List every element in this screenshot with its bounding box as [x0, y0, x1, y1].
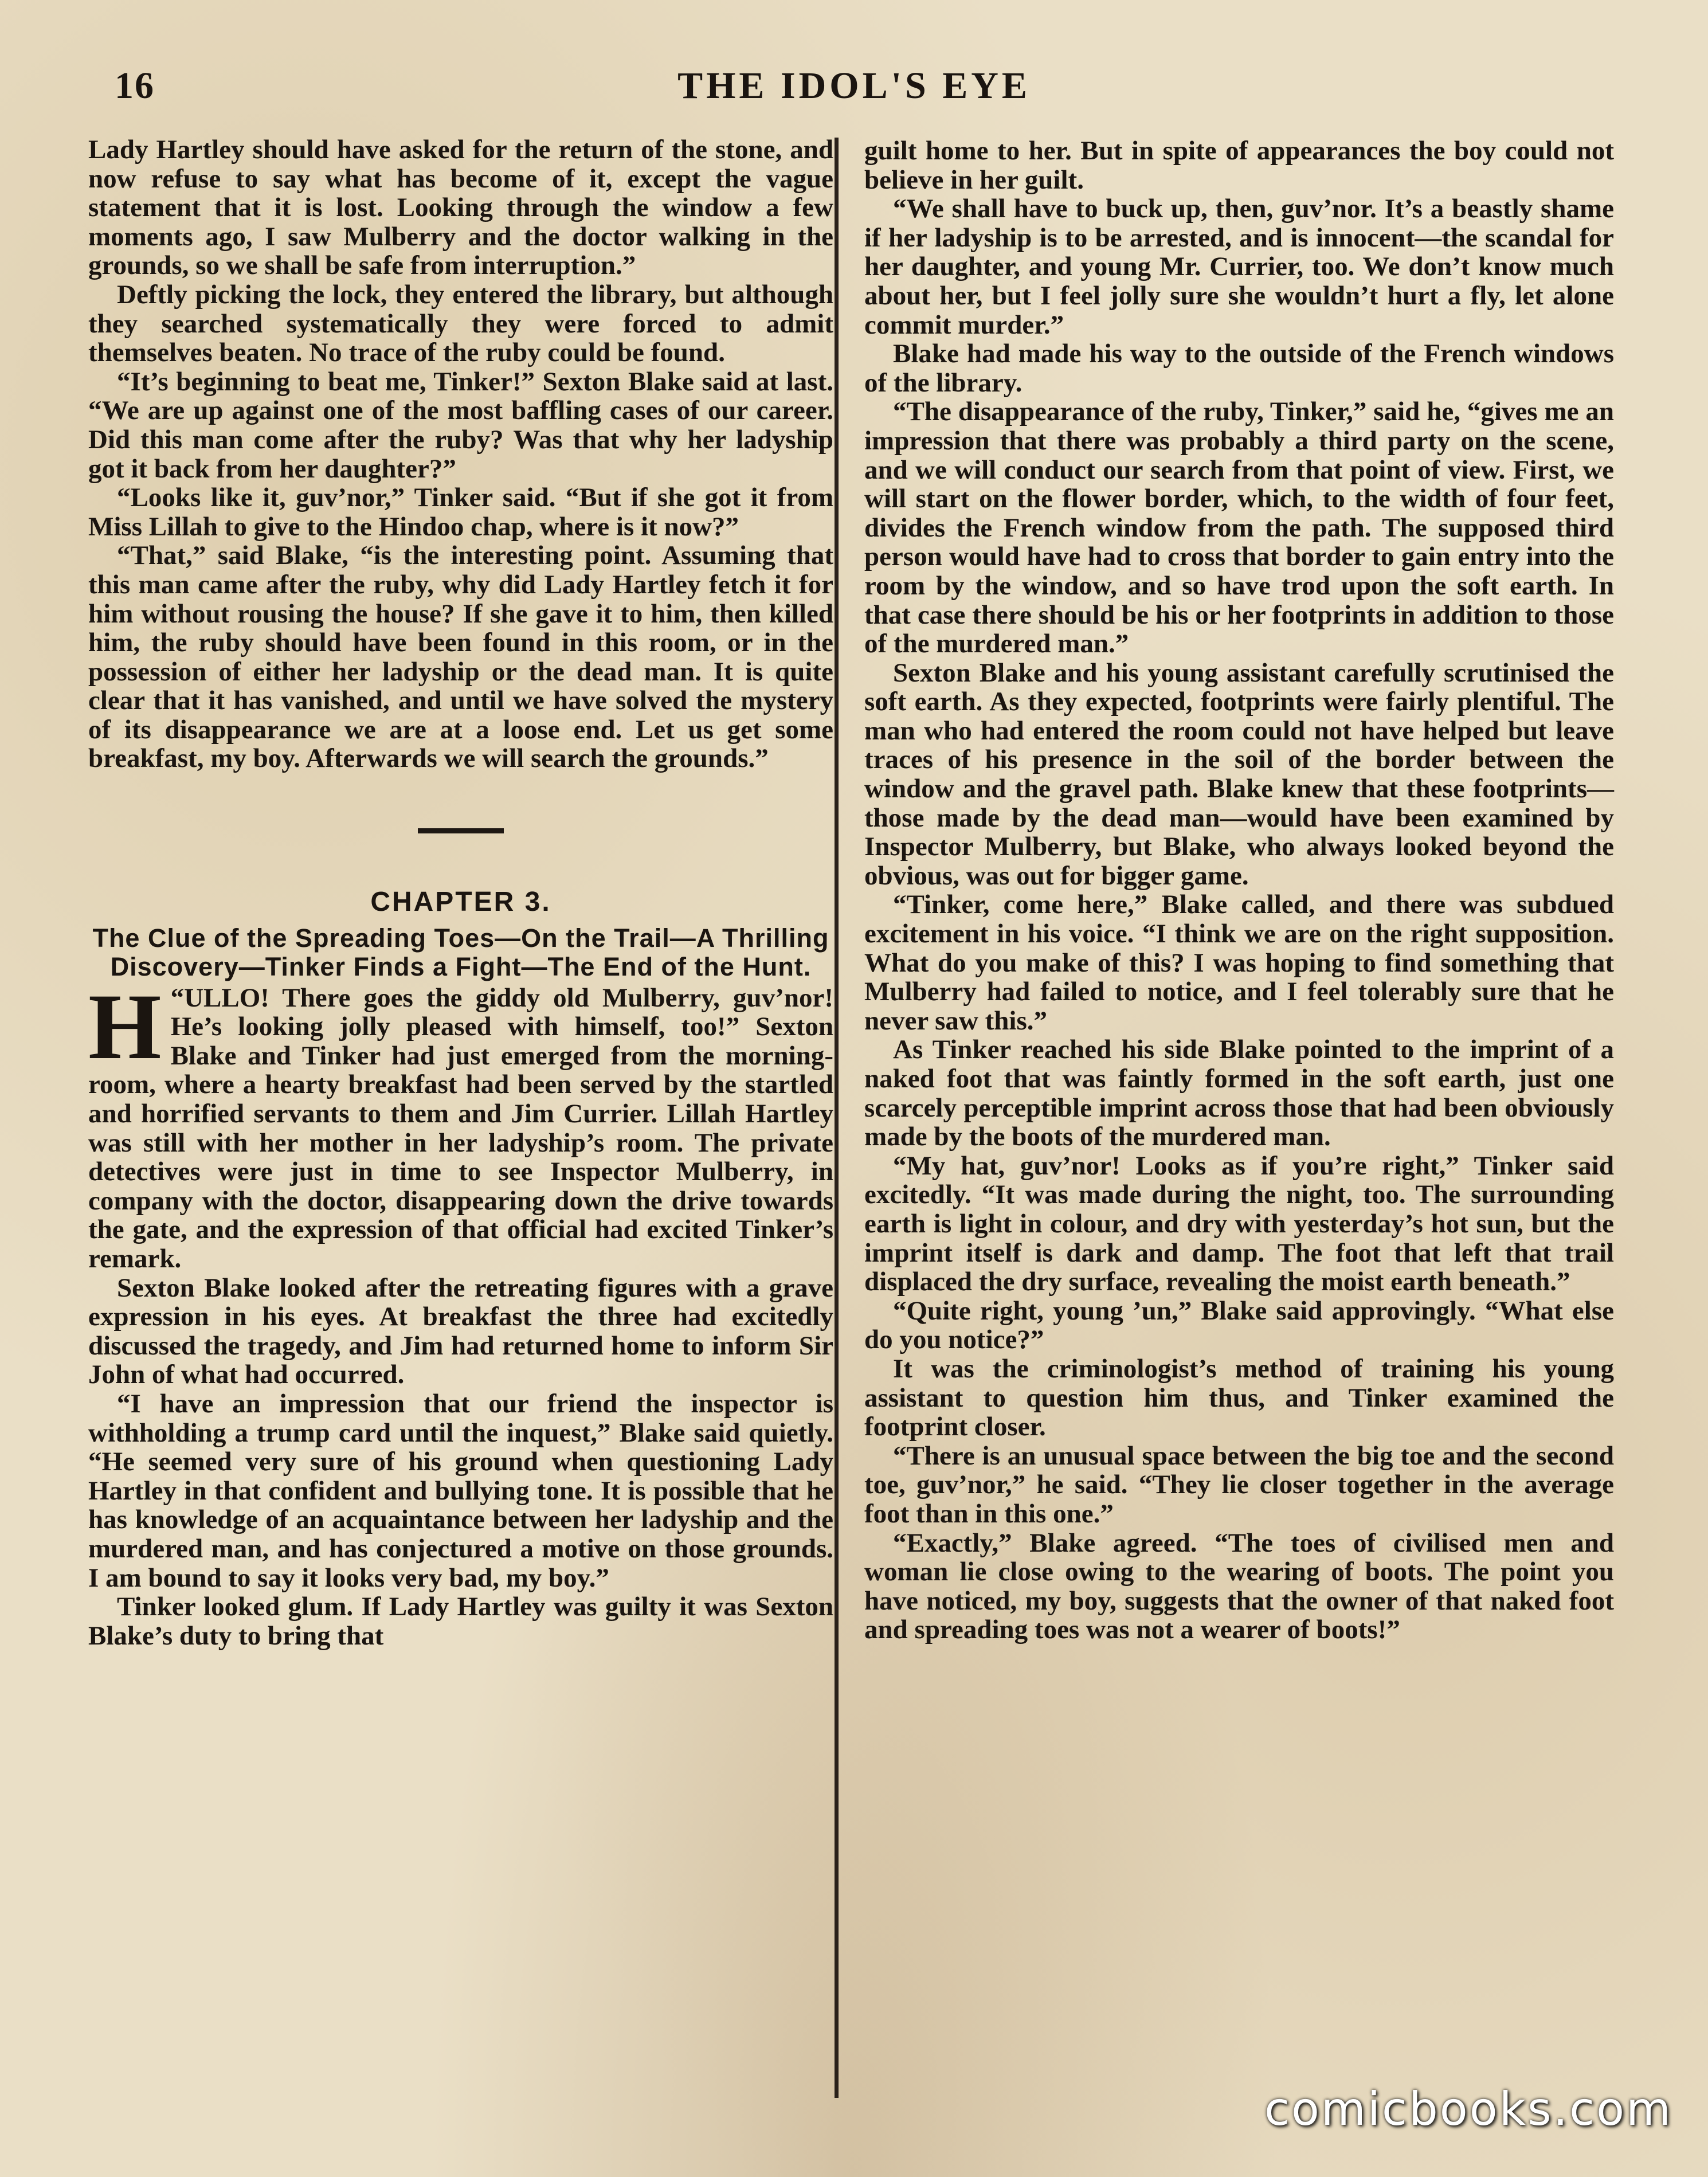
left-paragraph-4: “Looks like it, guv’nor,” Tinker said. “But if she got it from Miss Lillah to give to the Hindoo chap, where is it now?” [88, 483, 833, 542]
drop-cap-letter: H [88, 974, 162, 1079]
left-paragraph-5: “That,” said Blake, “is the interesting point. Assuming that this man came after the ruby, why did Lady Hartley fetch it for him without rousing the house? If she gave it to him, then killed him, the ruby should have been found in this room, or in the possession of either her ladyship or the dead man. It is quite clear that it has vanished, and until we have solved the mystery of its disappearance we are at a loose end. Let us get some breakfast, my boy. Afterwards we will search the grounds.” [88, 541, 833, 774]
chapter-opening-text: ULLO! There goes the giddy old Mulberry, guv’nor! He’s looking jolly pleased with himself, too!” Sexton Blake and Tinker had just emerged from the morning-room, where a hearty breakfast had been served by the startled and horrified servants to them and Jim Currier. Lillah Hartley was still with her mother in her ladyship’s room. The private detectives were just in time to see Inspector Mulberry, in company with the doctor, disappearing down the drive towards the gate, and the expression of that official had excited Tinker’s remark. [88, 982, 833, 1274]
section-divider-rule [418, 828, 504, 833]
left-paragraph-9: Tinker looked glum. If Lady Hartley was guilty it was Sexton Blake’s duty to bring that [88, 1592, 833, 1651]
chapter-subtitle: The Clue of the Spreading Toes—On the Trail—A Thrilling Discovery—Tinker Finds a Fight—The End of the Hunt. [92, 923, 829, 981]
left-paragraph-2: Deftly picking the lock, they entered the library, but although they searched systematically they were forced to admit themselves beaten. No trace of the ruby could be found. [88, 279, 833, 368]
page-header [92, 64, 1616, 116]
right-paragraph-7: As Tinker reached his side Blake pointed to the imprint of a naked foot that was faintly formed in the soft earth, just one scarcely perceptible imprint across those that had been obviously made by the boots of the murdered man. [864, 1035, 1614, 1152]
right-paragraph-1: guilt home to her. But in spite of appearances the boy could not believe in her guilt. [864, 136, 1614, 195]
running-title: THE IDOL'S EYE [677, 65, 1031, 107]
column-divider [835, 138, 839, 2098]
right-paragraph-5: Sexton Blake and his young assistant carefully scrutinised the soft earth. As they expected, footprints were fairly plentiful. The man who had entered the room could not have helped but leave traces of his presence in the soil of the border between the window and the gravel path. Blake knew that these footprints—those made by the dead man—would have been examined by Inspector Mulberry, but Blake, who always looked beyond the obvious, was out for bigger game. [864, 657, 1614, 891]
site-watermark: comicbooks.com [1264, 2082, 1672, 2136]
right-paragraph-6: “Tinker, come here,” Blake called, and there was subdued excitement in his voice. “I think we are on the right supposition. What do you make of this? I was hoping to find something that Mulberry had failed to notice, and I feel tolerably sure that he never saw this.” [864, 890, 1614, 1036]
right-column [864, 136, 1614, 1645]
left-column [88, 135, 833, 1650]
right-paragraph-12: “Exactly,” Blake agreed. “The toes of civilised men and woman lie close owing to the wearing of boots. The point you have noticed, my boy, suggests that the owner of that naked foot and spreading toes was not a wearer of boots!” [864, 1528, 1614, 1645]
right-paragraph-10: It was the criminologist’s method of training his young assistant to question him thus, and Tinker examined the footprint closer. [864, 1353, 1614, 1442]
left-paragraph-7: Sexton Blake looked after the retreating figures with a grave expression in his eyes. At breakfast the three had excitedly discussed the tragedy, and Jim had returned home to inform Sir John of what had occurred. [88, 1272, 833, 1390]
right-paragraph-3: Blake had made his way to the outside of the French windows of the library. [864, 339, 1614, 398]
right-paragraph-8: “My hat, guv’nor! Looks as if you’re right,” Tinker said excitedly. “It was made during the night, too. The surrounding earth is light in colour, and dry with yesterday’s hot sun, but the imprint itself is dark and damp. The foot that left that trail displaced the dry surface, revealing the moist earth beneath.” [864, 1150, 1614, 1297]
left-paragraph-8: “I have an impression that our friend the inspector is withholding a trump card until the inquest,” Blake said quietly. “He seemed very sure of his ground when questioning Lady Hartley in that confident and bullying tone. It is possible that he has knowledge of an acquaintance between her ladyship and the murdered man, and has conjectured a motive on those grounds. I am bound to say it looks very bad, my boy.” [88, 1388, 833, 1593]
chapter-heading: CHAPTER 3. [370, 887, 551, 918]
opening-quote-mark: “ [170, 982, 185, 1013]
right-paragraph-4: “The disappearance of the ruby, Tinker,” said he, “gives me an impression that there was probably a third party on the scene, and we will conduct our search from that point of view. First, we will start on the flower border, which, to the width of four feet, divides the French window from the path. The supposed third person would have had to cross that border to gain entry into the room by the window, and so have trod upon the soft earth. In that case there should be his or her footprints in addition to those of the murdered man.” [864, 397, 1614, 659]
left-paragraph-3: “It’s beginning to beat me, Tinker!” Sexton Blake said at last. “We are up against one of the most baffling cases of our career. Did this man come after the ruby? Was that why her ladyship got it back from her daughter?” [88, 366, 833, 484]
right-paragraph-11: “There is an unusual space between the big toe and the second toe, guv’nor,” he said. “They lie closer together in the average foot than in this one.” [864, 1440, 1614, 1529]
page-number: 16 [115, 65, 155, 107]
right-paragraph-9: “Quite right, young ’un,” Blake said approvingly. “What else do you notice?” [864, 1295, 1614, 1355]
chapter-opening-paragraph [88, 974, 833, 1274]
left-paragraph-1: Lady Hartley should have asked for the return of the stone, and now refuse to say what has become of it, except the vague statement that it is lost. Looking through the window a few moments ago, I saw Mulberry and the doctor walking in the grounds, so we shall be safe from interruption.” [88, 135, 833, 281]
right-paragraph-2: “We shall have to buck up, then, guv’nor. It’s a beastly shame if her ladyship is to be arrested, and is innocent—the scandal for her daughter, and young Mr. Currier, too. We don’t know much about her, but I feel jolly sure she wouldn’t hurt a fly, let alone commit murder.” [864, 194, 1614, 340]
